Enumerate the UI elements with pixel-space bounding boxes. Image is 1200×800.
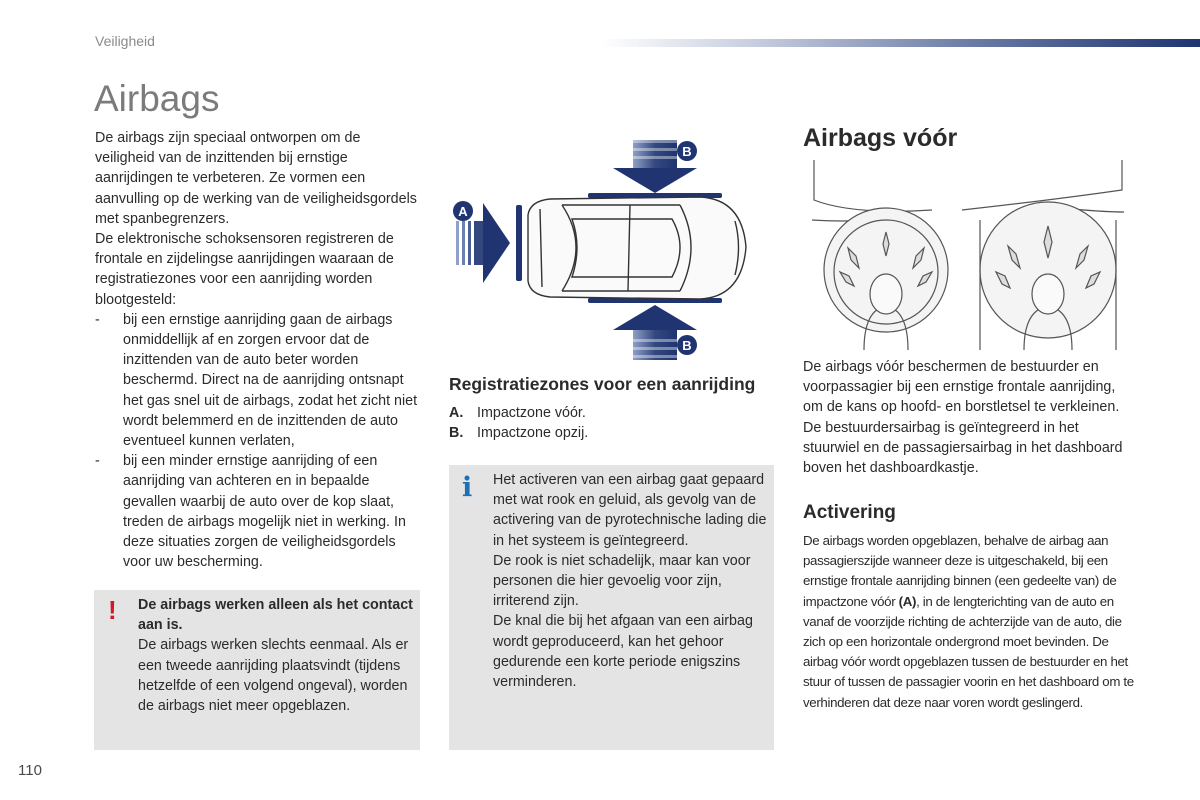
front-airbags-illustration: [812, 160, 1127, 350]
label-a-icon: [453, 201, 473, 221]
label-b-top: B: [682, 144, 692, 159]
label-b-bottom: B: [682, 338, 692, 353]
info-paragraph: De knal die bij het afgaan van een airbag wordt geproduceerd, kan het gehoor gedurende een korte periode enigszins verminderen.: [493, 613, 753, 691]
list-item: [449, 403, 588, 423]
front-paragraph: De bestuurdersairbag is geïntegreerd in het stuurwiel en de passagiersairbag in het dashboard boven het dashboardkastje.: [803, 419, 1123, 477]
activation-text-part: , in de lengterichting van de auto en vanaf de voorzijde richting de achterzijde van de auto, die zich op een horizontale ondergrond moet bevinden. De airbag vóór wordt opgeblazen tussen de bestuurder en het stuur of tussen de passagier voorin en het dashboard om te verhinderen dat deze naar voren wordt geslingerd.: [803, 593, 1134, 710]
activation-text: [803, 531, 1143, 713]
front-airbags-text: [803, 357, 1133, 478]
info-paragraph: De rook is niet schadelijk, maar kan voor personen die hier gevoelig voor zijn, irriterend zijn.: [493, 552, 751, 610]
activation-zone-ref: (A): [898, 593, 917, 609]
front-airbags-heading: Airbags vóór: [803, 124, 958, 152]
section-label: Veiligheid: [95, 33, 155, 49]
item-text: Impactzone vóór.: [477, 405, 586, 421]
registration-zones-list: [449, 403, 588, 443]
label-a: A: [458, 204, 468, 219]
header-gradient-bar: [600, 39, 1200, 47]
warning-icon: !: [108, 595, 117, 625]
info-paragraph: Het activeren van een airbag gaat gepaard met wat rook en geluid, als gevolg van de activering van de pyrotechnische lading die in het systeem is geïntegreerd.: [493, 472, 767, 549]
info-icon: i: [462, 472, 473, 503]
item-key: B.: [449, 425, 464, 442]
intro-paragraph: De elektronische schoksensoren registreren de frontale en zijdelingse aanrijdingen waaraan de registratiezones voor een aanrijding worden blootgesteld:: [95, 231, 394, 308]
item-key: A.: [449, 405, 464, 421]
front-paragraph: De airbags vóór beschermen de bestuurder en voorpassagier bij een ernstige frontale aanrijding, om de kans op hoofd- en borstletsel te verkleinen.: [803, 359, 1120, 416]
activation-heading: Activering: [803, 502, 896, 523]
intro-bullet-list: [95, 310, 420, 573]
intro-text: [95, 128, 420, 572]
list-item: - bij een ernstige aanrijding gaan de airbags onmiddellijk af en zorgen ervoor dat de inzittenden van de auto beter worden beschermd. Direct na de aanrijding ontsnapt het gas snel uit de airbags, zodat het zicht niet wordt belemmerd en de inzittenden de auto eventueel kunnen verlaten,: [95, 310, 420, 451]
label-b-bottom-icon: [677, 335, 697, 355]
label-b-top-icon: [677, 141, 697, 161]
front-impact-zone: [516, 205, 522, 281]
list-item: [449, 423, 588, 443]
intro-paragraph: De airbags zijn speciaal ontworpen om de veiligheid van de inzittenden bij ernstige aanrijdingen te verbeteren. Ze vormen een aanvulling op de werking van de veiligheidsgordels met spanbegrenzers.: [95, 130, 417, 227]
list-item: - bij een minder ernstige aanrijding of een aanrijding van achteren en in bepaalde gevallen waarbij de auto over de kop slaat, treden de airbags mogelijk niet in werking. In deze situaties zorgen de veiligheidsgordels voor uw bescherming.: [95, 451, 420, 572]
warning-body: De airbags werken slechts eenmaal. Als er een tweede aanrijding plaatsvindt (tijdens hetzelfde of een volgend ongeval), worden de airbags niet meer opgeblazen.: [138, 637, 409, 715]
activation-text-part: De airbags worden opgeblazen, behalve de airbag aan passagierszijde wanneer deze is uitgeschakeld, bij een ernstige frontale aanrijding binnen (een gedeelte van) de impactzone vóór: [803, 533, 1117, 609]
page-title: Airbags: [94, 78, 220, 119]
page-number: 110: [18, 762, 42, 779]
car-top-view-icon: [528, 197, 746, 299]
info-text: [493, 470, 768, 692]
item-text: Impactzone opzij.: [477, 425, 589, 442]
warning-text: [138, 595, 413, 716]
warning-heading: De airbags werken alleen als het contact aan is.: [138, 597, 413, 634]
registration-zones-heading: Registratiezones voor een aanrijding: [449, 374, 756, 394]
impact-zones-diagram: [450, 135, 760, 365]
